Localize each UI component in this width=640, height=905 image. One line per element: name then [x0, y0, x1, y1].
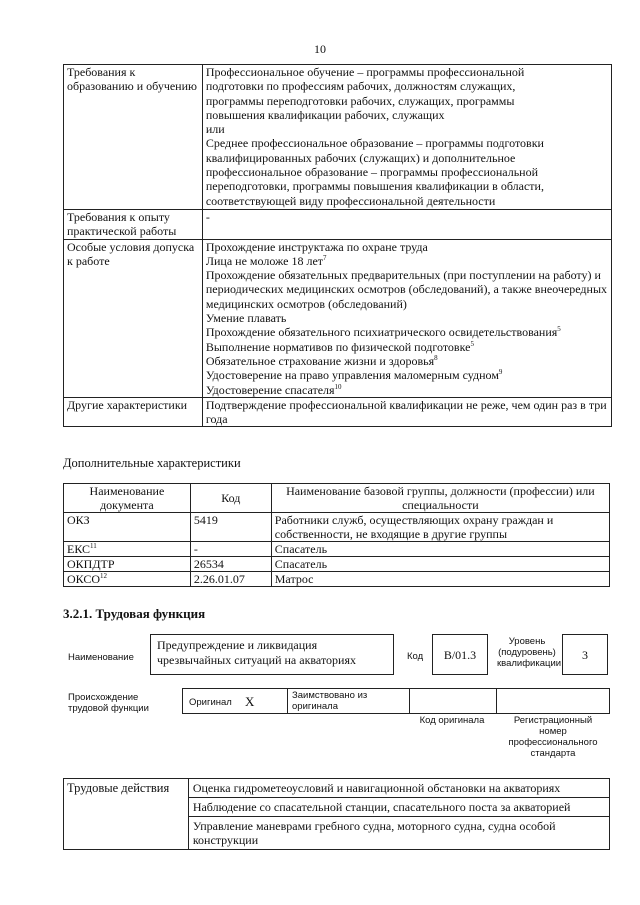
origin-label: Происхождение трудовой функции [68, 692, 149, 714]
actions-label: Трудовые действия [64, 779, 189, 850]
row-label: Другие характеристики [64, 397, 203, 427]
code-cell: - [190, 542, 271, 557]
section-heading: 3.2.1. Трудовая функция [63, 606, 206, 621]
text-line: квалифицированных рабочих (служащих) и дополнительное [205, 150, 516, 165]
column-header: Код [190, 484, 271, 513]
text-line: или [205, 122, 225, 137]
row-label: Требования к опыту практической работы [64, 209, 203, 239]
additional-heading: Дополнительные характеристики [63, 456, 241, 470]
original-mark: X [245, 694, 255, 709]
text-line: переподготовки, программы повышения квалификации в области, [205, 179, 544, 194]
column-header: Наименование документа [64, 484, 191, 513]
footnote-ref: 5 [557, 325, 561, 334]
actions-table [63, 778, 610, 850]
table-row [64, 209, 612, 239]
action-item: Управление маневрами гребного судна, моторного судна, судна особой конструкции [188, 817, 609, 850]
table-row [64, 513, 610, 542]
footnote-ref: 11 [90, 542, 97, 550]
table-row [64, 572, 610, 587]
table-row [64, 557, 610, 572]
action-item: Оценка гидрометеоусловий и навигационной обстановки на акваториях [188, 779, 609, 798]
condition-item: Обязательное страхование жизни и здоровья$^8$ [205, 353, 438, 368]
condition-item: Лица не моложе 18 лет$^7$ [205, 253, 327, 268]
code-cell: 26534 [190, 557, 271, 572]
code-original-label: Код оригинала [419, 715, 485, 726]
footnote-ref: 10 [334, 382, 342, 391]
row-label: Особые условия допуска к работе [64, 239, 203, 397]
text-line: Профессиональное обучение – программы профессиональной [205, 65, 525, 79]
code-cell: 2.26.01.07 [190, 572, 271, 587]
footnote-ref: 8 [434, 353, 438, 362]
code-cell: 5419 [190, 513, 271, 542]
code-label: Код [407, 651, 424, 662]
row-label: Требования к образованию и обучению [64, 65, 203, 210]
text-line: программы переподготовки рабочих, служащих, программы [205, 93, 515, 108]
requirements-table [63, 64, 612, 427]
function-code: B/01.3 [443, 648, 477, 662]
function-name-box [150, 634, 394, 675]
name-cell: Спасатель [271, 542, 609, 557]
level-box [562, 634, 608, 675]
admission-conditions [202, 239, 611, 397]
code-box [432, 634, 488, 675]
doc-cell: ОКПДТР [64, 557, 191, 572]
experience-requirements: - [202, 209, 611, 239]
text-line: подготовки по профессиям рабочих, должностям служащих, [205, 79, 516, 94]
condition-item: Выполнение нормативов по физической подготовке$^5$ [205, 339, 474, 354]
condition-item: Прохождение обязательного психиатрического освидетельствования$^5$ [205, 325, 561, 340]
function-name: Предупреждение и ликвидация чрезвычайных ситуаций на акваториях [157, 638, 356, 667]
reg-number-label: Регистрационный номер профессионального стандарта [508, 715, 598, 759]
divider [409, 688, 410, 714]
condition-item: Прохождение обязательных предварительных (при поступлении на работу) и периодических медицинских осмотров (обследований), а также внеочередных медицинских осмотров (обследований) [205, 268, 608, 311]
level-value: 3 [582, 648, 588, 662]
additional-table [63, 483, 610, 587]
condition-item: Удостоверение на право управления маломерным судном$^9$ [205, 368, 503, 383]
condition-item: Умение плавать [205, 311, 287, 326]
table-row [64, 397, 612, 427]
condition-item: Прохождение инструктажа по охране труда [205, 239, 428, 254]
text-line: повышения квалификации рабочих, служащих [205, 107, 445, 122]
table-row [64, 542, 610, 557]
borrowed-label: Заимствовано из оригинала [292, 690, 368, 712]
text-line: Среднее профессиональное образование – программы подготовки [205, 136, 544, 151]
table-row [64, 65, 612, 210]
footnote-ref: 12 [100, 572, 108, 580]
footnote-ref: 7 [323, 253, 327, 262]
text-line: профессиональное образование – программы профессиональной [205, 165, 539, 180]
table-row [64, 779, 610, 798]
action-item: Наблюдение со спасательной станции, спасательного поста за акваторией [188, 798, 609, 817]
name-cell: Работники служб, осуществляющих охрану граждан и собственности, не входящие в другие группы [271, 513, 609, 542]
divider [287, 688, 288, 714]
table-row [64, 239, 612, 397]
footnote-ref: 9 [498, 368, 503, 377]
condition-item: Удостоверение спасателя$^{10}$ [205, 382, 342, 397]
page-number: 10 [314, 42, 326, 56]
level-label: Уровень (подуровень) квалификации [497, 636, 562, 669]
doc-cell: ОКСО$^{12}$ [64, 572, 191, 587]
doc-cell: ЕКС$^{11}$ [64, 542, 191, 557]
footnote-ref: 5 [470, 339, 474, 348]
original-label: Оригинал [189, 697, 232, 708]
text-line: соответствующей виду профессиональной деятельности [205, 193, 496, 208]
name-label: Наименование [68, 652, 134, 663]
table-header-row [64, 484, 610, 513]
name-cell: Матрос [271, 572, 609, 587]
education-requirements [202, 65, 611, 210]
divider [496, 688, 497, 714]
column-header: Наименование базовой группы, должности (профессии) или специальности [271, 484, 609, 513]
doc-cell: ОКЗ [64, 513, 191, 542]
other-characteristics: Подтверждение профессиональной квалификации не реже, чем один раз в три года [202, 397, 611, 427]
name-cell: Спасатель [271, 557, 609, 572]
